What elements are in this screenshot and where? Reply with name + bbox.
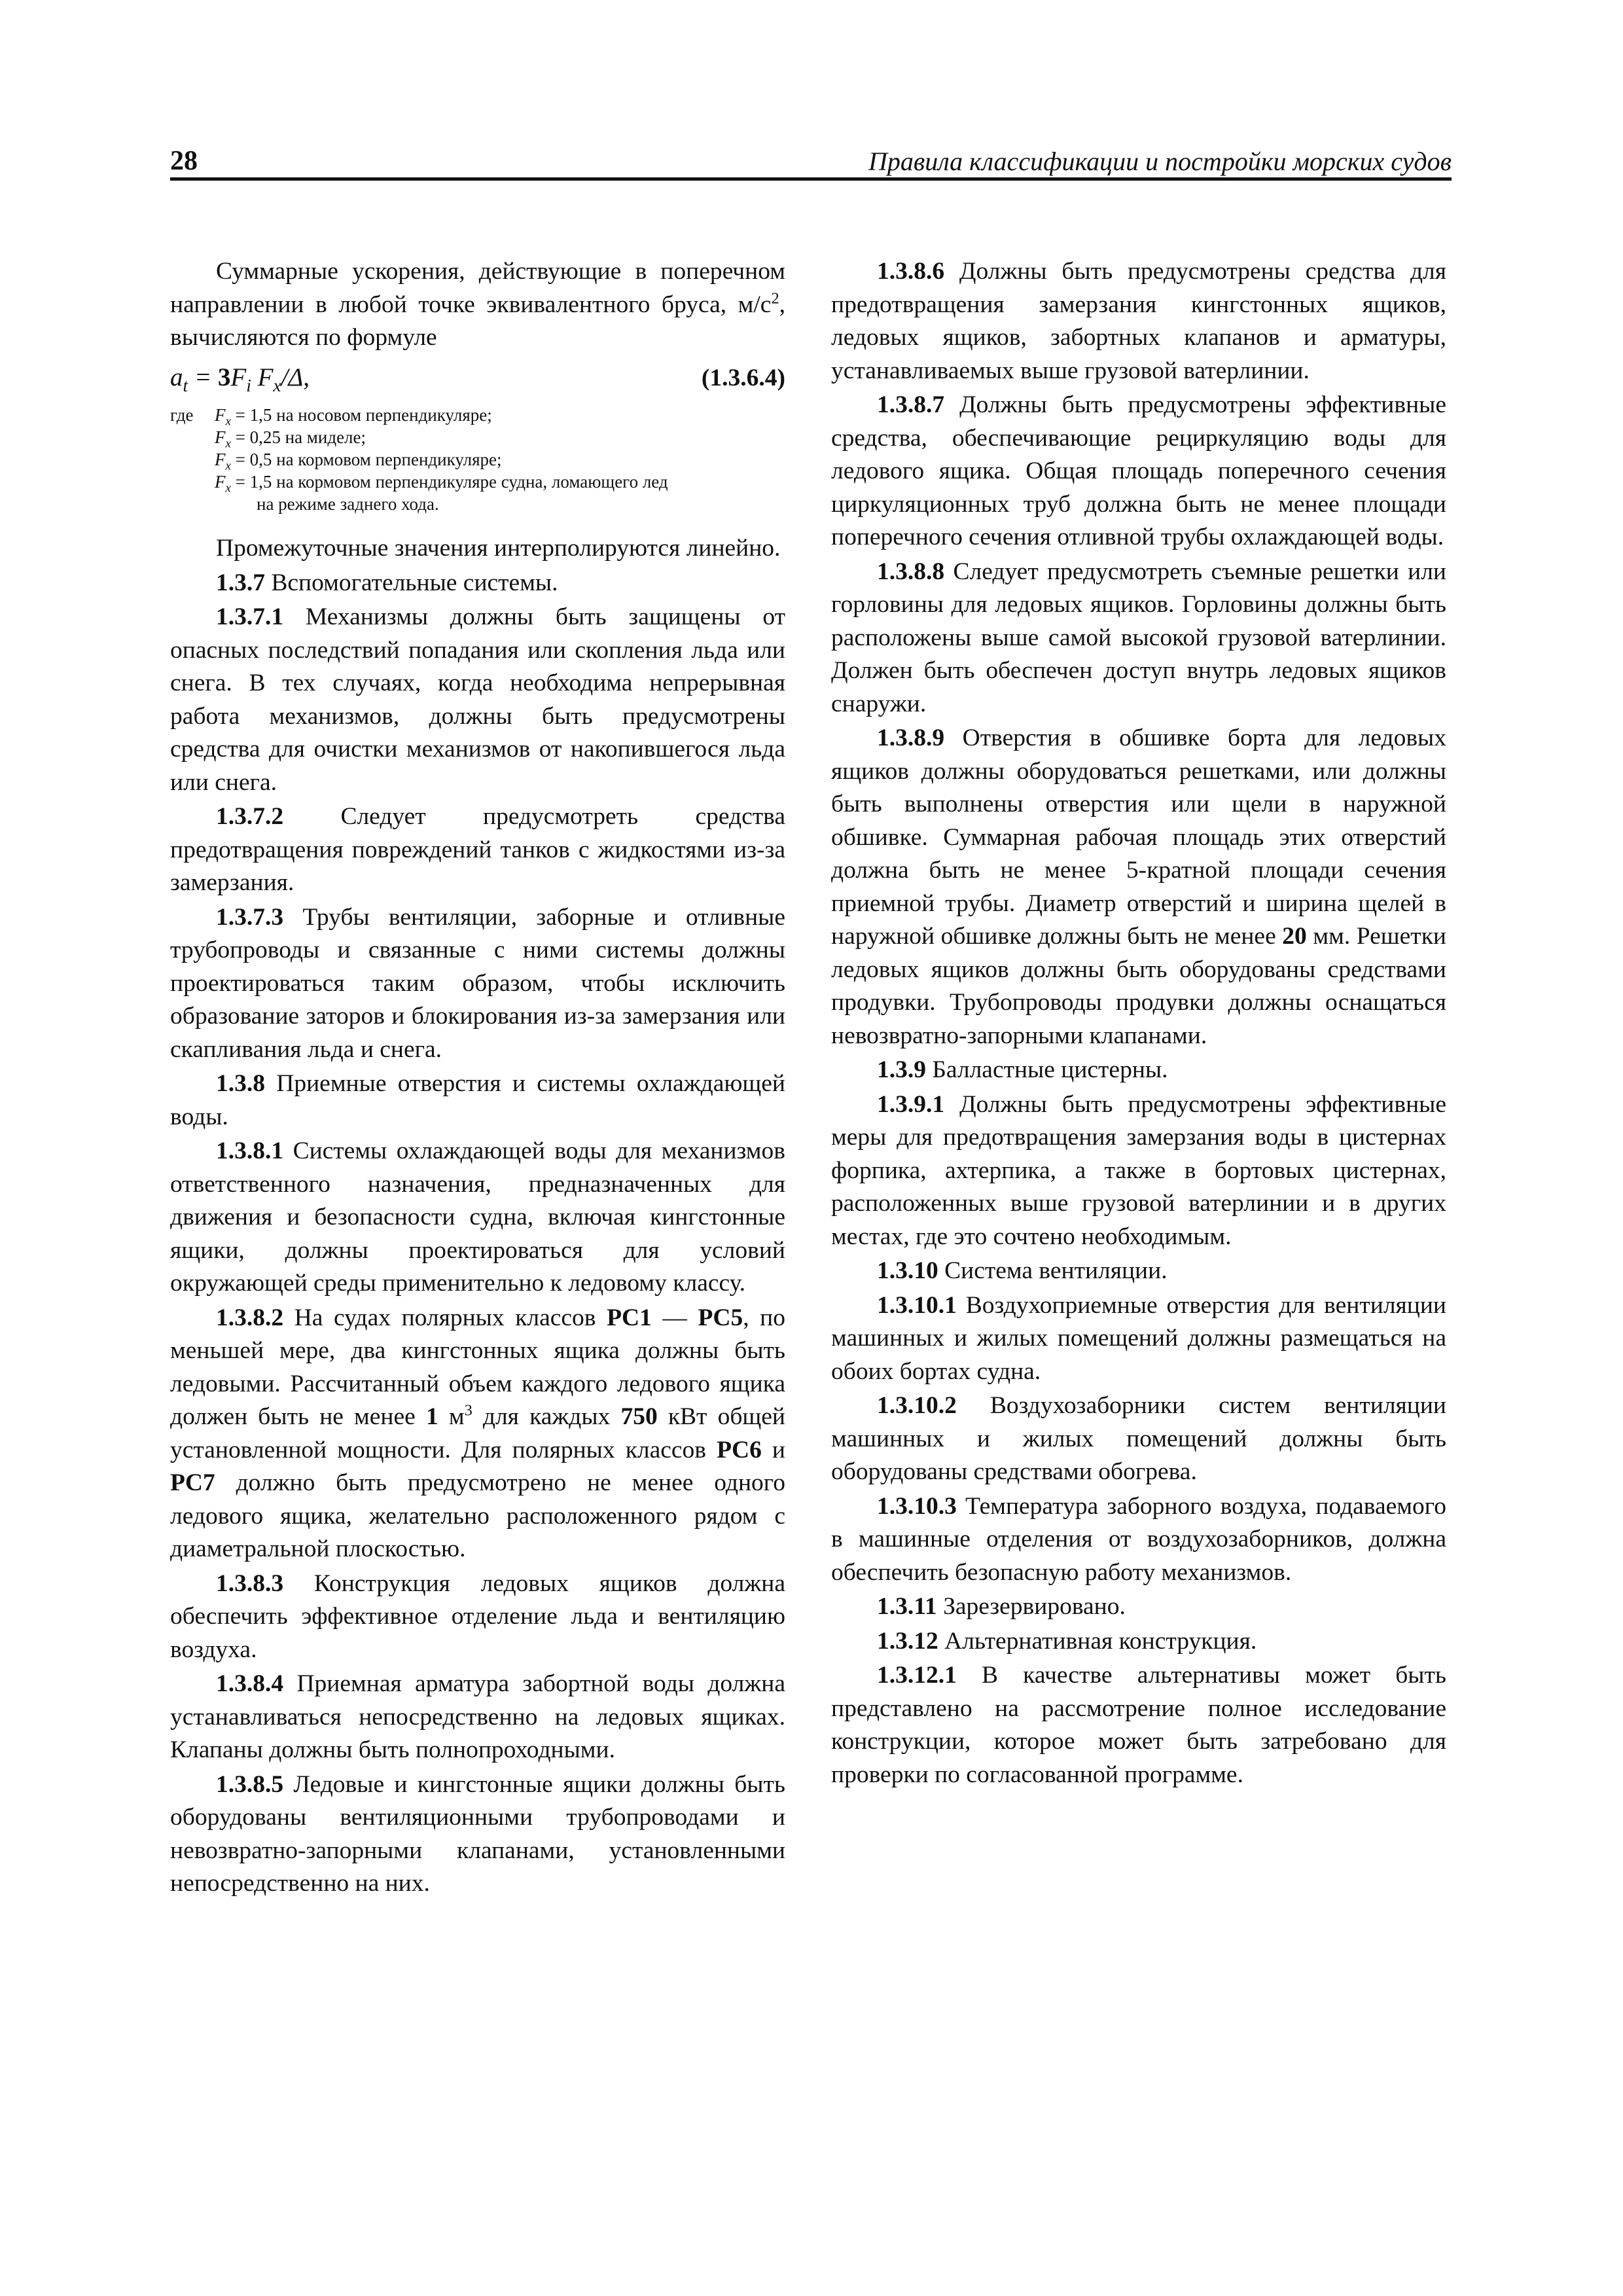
clause-1-3-8-8: 1.3.8.8 Следует предусмотреть съемные решетки или горловины для ледовых ящиков. Горловины должны быть расположены выше самой высокой грузовой ватерлинии. Должен быть обеспечен доступ внутрь ледовых ящиков снаружи. [831, 558, 1446, 717]
page-number: 28 [170, 146, 198, 176]
formula-legend [170, 404, 785, 515]
clause-1-3-12-1: 1.3.12.1 В качестве альтернативы может быть представлено на рассмотрение полное исследование конструкции, которое может быть затребовано для проверки по согласованной программе. [831, 1662, 1446, 1788]
formula-number: (1.3.6.4) [701, 364, 785, 391]
section-1-3-8: 1.3.8 Приемные отверстия и системы охлаждающей воды. [170, 1070, 785, 1130]
section-1-3-10: 1.3.10 Система вентиляции. [877, 1257, 1168, 1284]
clause-1-3-8-7: 1.3.8.7 Должны быть предусмотрены эффективные средства, обеспечивающие рециркуляцию воды для ледового ящика. Общая площадь поперечного сечения циркуляционных труб должна быть не менее площади поперечного сечения отливной трубы охлаждающей воды. [831, 391, 1446, 550]
clause-1-3-8-2: 1.3.8.2 На судах полярных классов PC1 — PC5, по меньшей мере, два кингстонных ящика должны быть ледовыми. Рассчитанный объем каждого ледового ящика должен быть не менее 1 $м^3$ для каждых 750 кВт общей установленной мощности. Для полярных классов PC6 и PC7 должно быть предусмотрено не менее одного ледового ящика, желательно расположенного рядом с диаметральной плоскостью. [170, 1304, 785, 1562]
legend-row: $F_x = 0,5$ на кормовом перпендикуляре; [215, 450, 502, 473]
clause-1-3-9-1: 1.3.9.1 Должны быть предусмотрены эффективные меры для предотвращения замерзания воды в цистернах форпика, ахтерпика, а также в бортовых цистернах, расположенных выше грузовой ватерлинии и в других местах, где это сочтено необходимым. [831, 1090, 1446, 1250]
right-column [831, 255, 1446, 1793]
formula-1-3-6-4 [170, 361, 785, 395]
clause-1-3-7-1: 1.3.7.1 Механизмы должны быть защищены от опасных последствий попадания или скопления льда или снега. В тех случаях, когда необходима непрерывная работа механизмов, должны быть предусмотрены средства для очистки механизмов от накопившегося льда или снега. [170, 603, 785, 796]
legend-row: $F_x = 0,25$ на миделе; [215, 427, 366, 451]
left-column [170, 255, 785, 1902]
clause-1-3-8-9: 1.3.8.9 Отверстия в обшивке борта для ледовых ящиков должны оборудоваться решетками, или должны быть выполнены отверстия или щели в наружной обшивке. Суммарная рабочая площадь этих отверстий должна быть не менее 5-кратной площади сечения приемной трубы. Диаметр отверстий и ширина щелей в наружной обшивке должны быть не менее 20 мм. Решетки ледовых ящиков должны быть оборудованы средствами продувки. Трубопроводы продувки должны оснащаться невозвратно-запорными клапанами. [831, 725, 1446, 1049]
clause-1-3-8-4: 1.3.8.4 Приемная арматура забортной воды должна устанавливаться непосредственно на ледовых ящиках. Клапаны должны быть полнопроходными. [170, 1670, 785, 1763]
clause-1-3-8-6: 1.3.8.6 Должны быть предусмотрены средства для предотвращения замерзания кингстонных ящиков, ледовых ящиков, забортных клапанов и арматуры, устанавливаемых выше грузовой ватерлинии. [831, 258, 1446, 384]
formula-expression: $a_t = 3F_i$ $F_x/\Delta$, [170, 363, 310, 395]
page-header [170, 143, 1452, 181]
section-1-3-7: 1.3.7 Вспомогательные системы. [216, 569, 558, 596]
section-1-3-9: 1.3.9 Балластные цистерны. [877, 1056, 1168, 1083]
section-1-3-11: 1.3.11 Зарезервировано. [877, 1593, 1126, 1620]
paragraph-intro: Суммарные ускорения, действующие в поперечном направлении в любой точке эквивалентного бруса, $м/с^2$, вычисляются по формуле [170, 258, 785, 351]
clause-1-3-10-2: 1.3.10.2 Воздухозаборники систем вентиляции машинных и жилых помещений должны быть оборудованы средствами обогрева. [831, 1392, 1446, 1485]
legend-row-continuation: на режиме заднего хода. [257, 494, 439, 514]
clause-1-3-10-3: 1.3.10.3 Температура заборного воздуха, подаваемого в машинные отделения от воздухозаборников, должна обеспечить безопасную работу механизмов. [831, 1492, 1446, 1586]
clause-1-3-10-1: 1.3.10.1 Воздухоприемные отверстия для вентиляции машинных и жилых помещений должны размещаться на обоих бортах судна. [831, 1291, 1446, 1385]
legend-row: $F_x = 1,5$ на кормовом перпендикуляре судна, ломающего лед [215, 472, 668, 495]
clause-1-3-7-3: 1.3.7.3 Трубы вентиляции, заборные и отливные трубопроводы и связанные с ними системы должны проектироваться таким образом, чтобы исключить образование заторов и блокирования из-за замерзания или скапливания льда и снега. [170, 903, 785, 1063]
clause-1-3-8-5: 1.3.8.5 Ледовые и кингстонные ящики должны быть оборудованы вентиляционными трубопроводами и невозвратно-запорными клапанами, установленными непосредственно на них. [170, 1770, 785, 1897]
paragraph-interpolation: Промежуточные значения интерполируются линейно. [216, 535, 781, 562]
header-rule [170, 177, 1452, 181]
section-1-3-12: 1.3.12 Альтернативная конструкция. [877, 1627, 1257, 1655]
clause-1-3-7-2: 1.3.7.2 Следует предусмотреть средства предотвращения повреждений танков с жидкостями из-за замерзания. [170, 803, 785, 896]
legend-row: где $F_x = 1,5$ на носовом перпендикуляре; [170, 405, 492, 429]
running-title: Правила классификации и постройки морских судов [868, 147, 1452, 176]
clause-1-3-8-1: 1.3.8.1 Системы охлаждающей воды для механизмов ответственного назначения, предназначенных для движения и безопасности судна, включая кингстонные ящики, должны проектироваться для условий окружающей среды применительно к ледовому классу. [170, 1138, 785, 1297]
clause-1-3-8-3: 1.3.8.3 Конструкция ледовых ящиков должна обеспечить эффективное отделение льда и вентиляцию воздуха. [170, 1570, 785, 1663]
